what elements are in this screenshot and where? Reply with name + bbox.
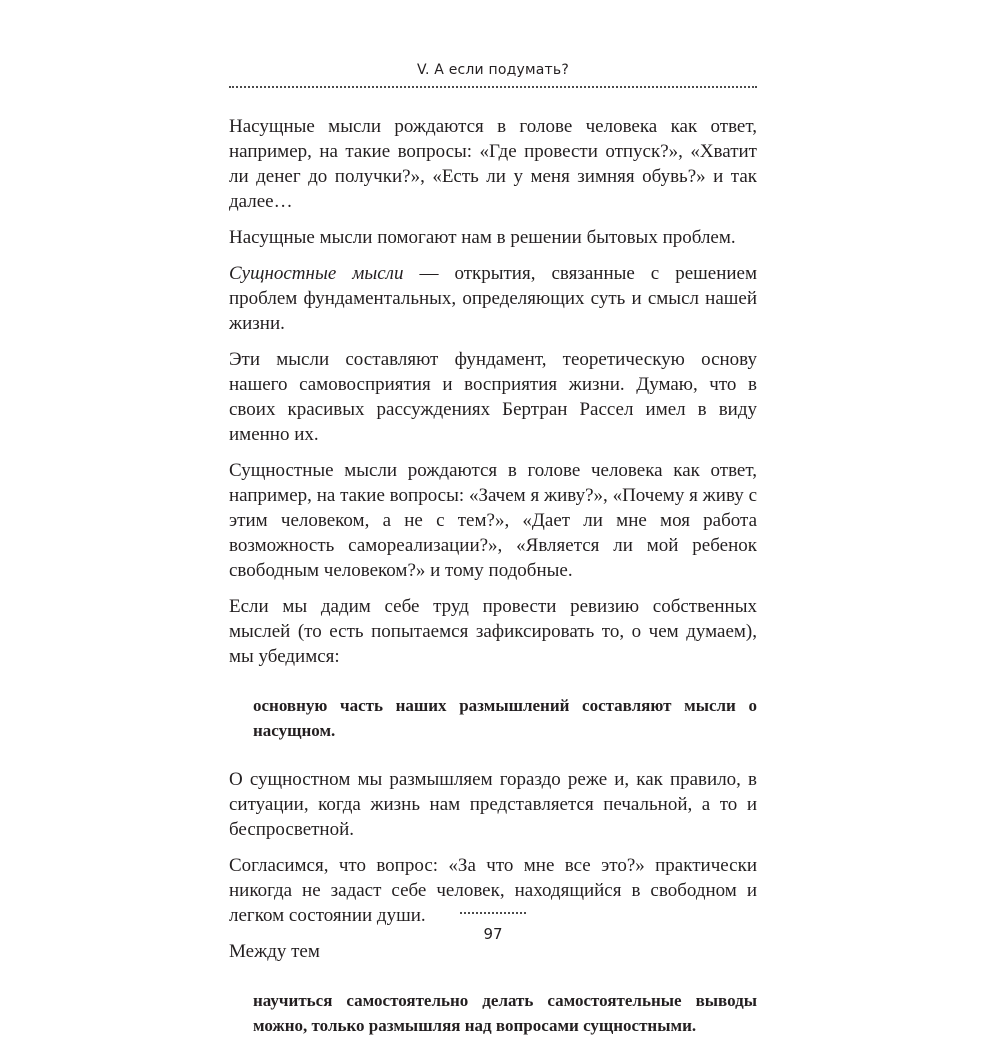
body-text [229, 114, 757, 1038]
header-dotted-rule [229, 86, 757, 88]
italic-term: Сущностные мысли [229, 263, 404, 284]
paragraph-4: Эти мысли составляют фундамент, теоретическую основу нашего самовосприятия и восприятия жизни. Думаю, что в своих красивых рассуждениях Бертран Рассел имел в виду именно их. [229, 349, 757, 445]
paragraph-8: Согласимся, что вопрос: «За что мне все это?» практически никогда не задаст себе человек, находящийся в свободном и легком состоянии души. [229, 855, 757, 926]
paragraph-3-rest: — открытия, связанные с решением проблем фундаментальных, определяющих суть и смысл нашей жизни. [229, 263, 758, 334]
paragraph-5: Сущностные мысли рождаются в голове человека как ответ, например, на такие вопросы: «Зачем я живу?», «Почему я живу с этим человеком, а не с тем?», «Дает ли мне моя работа возможность самореализации?», «Является ли мой ребенок свободным человеком?» и тому подобные. [229, 460, 757, 581]
paragraph-6: Если мы дадим себе труд провести ревизию собственных мыслей (то есть попытаемся зафиксировать то, о чем думаем), мы убедимся: [229, 596, 757, 667]
paragraph-9: Между тем [229, 941, 320, 962]
paragraph-7: О сущностном мы размышляем гораздо реже и, как правило, в ситуации, когда жизнь нам представляется печальной, а то и беспросветной. [229, 769, 757, 840]
footer-dotted-rule [460, 912, 526, 914]
callout-2: научиться самостоятельно делать самостоятельные выводы можно, только размышляя над вопросами сущностными. [253, 991, 757, 1035]
paragraph-1: Насущные мысли рождаются в голове человека как ответ, например, на такие вопросы: «Где провести отпуск?», «Хватит ли денег до получки?», «Есть ли у меня зимняя обувь?» и так далее… [229, 116, 757, 212]
paragraph-3 [229, 261, 757, 336]
page-number: 97 [483, 925, 503, 943]
paragraph-2: Насущные мысли помогают нам в решении бытовых проблем. [229, 227, 736, 248]
running-head-title: V. А если подумать? [417, 62, 569, 78]
callout-1: основную часть наших размышлений составляют мысли о насущном. [253, 696, 757, 740]
